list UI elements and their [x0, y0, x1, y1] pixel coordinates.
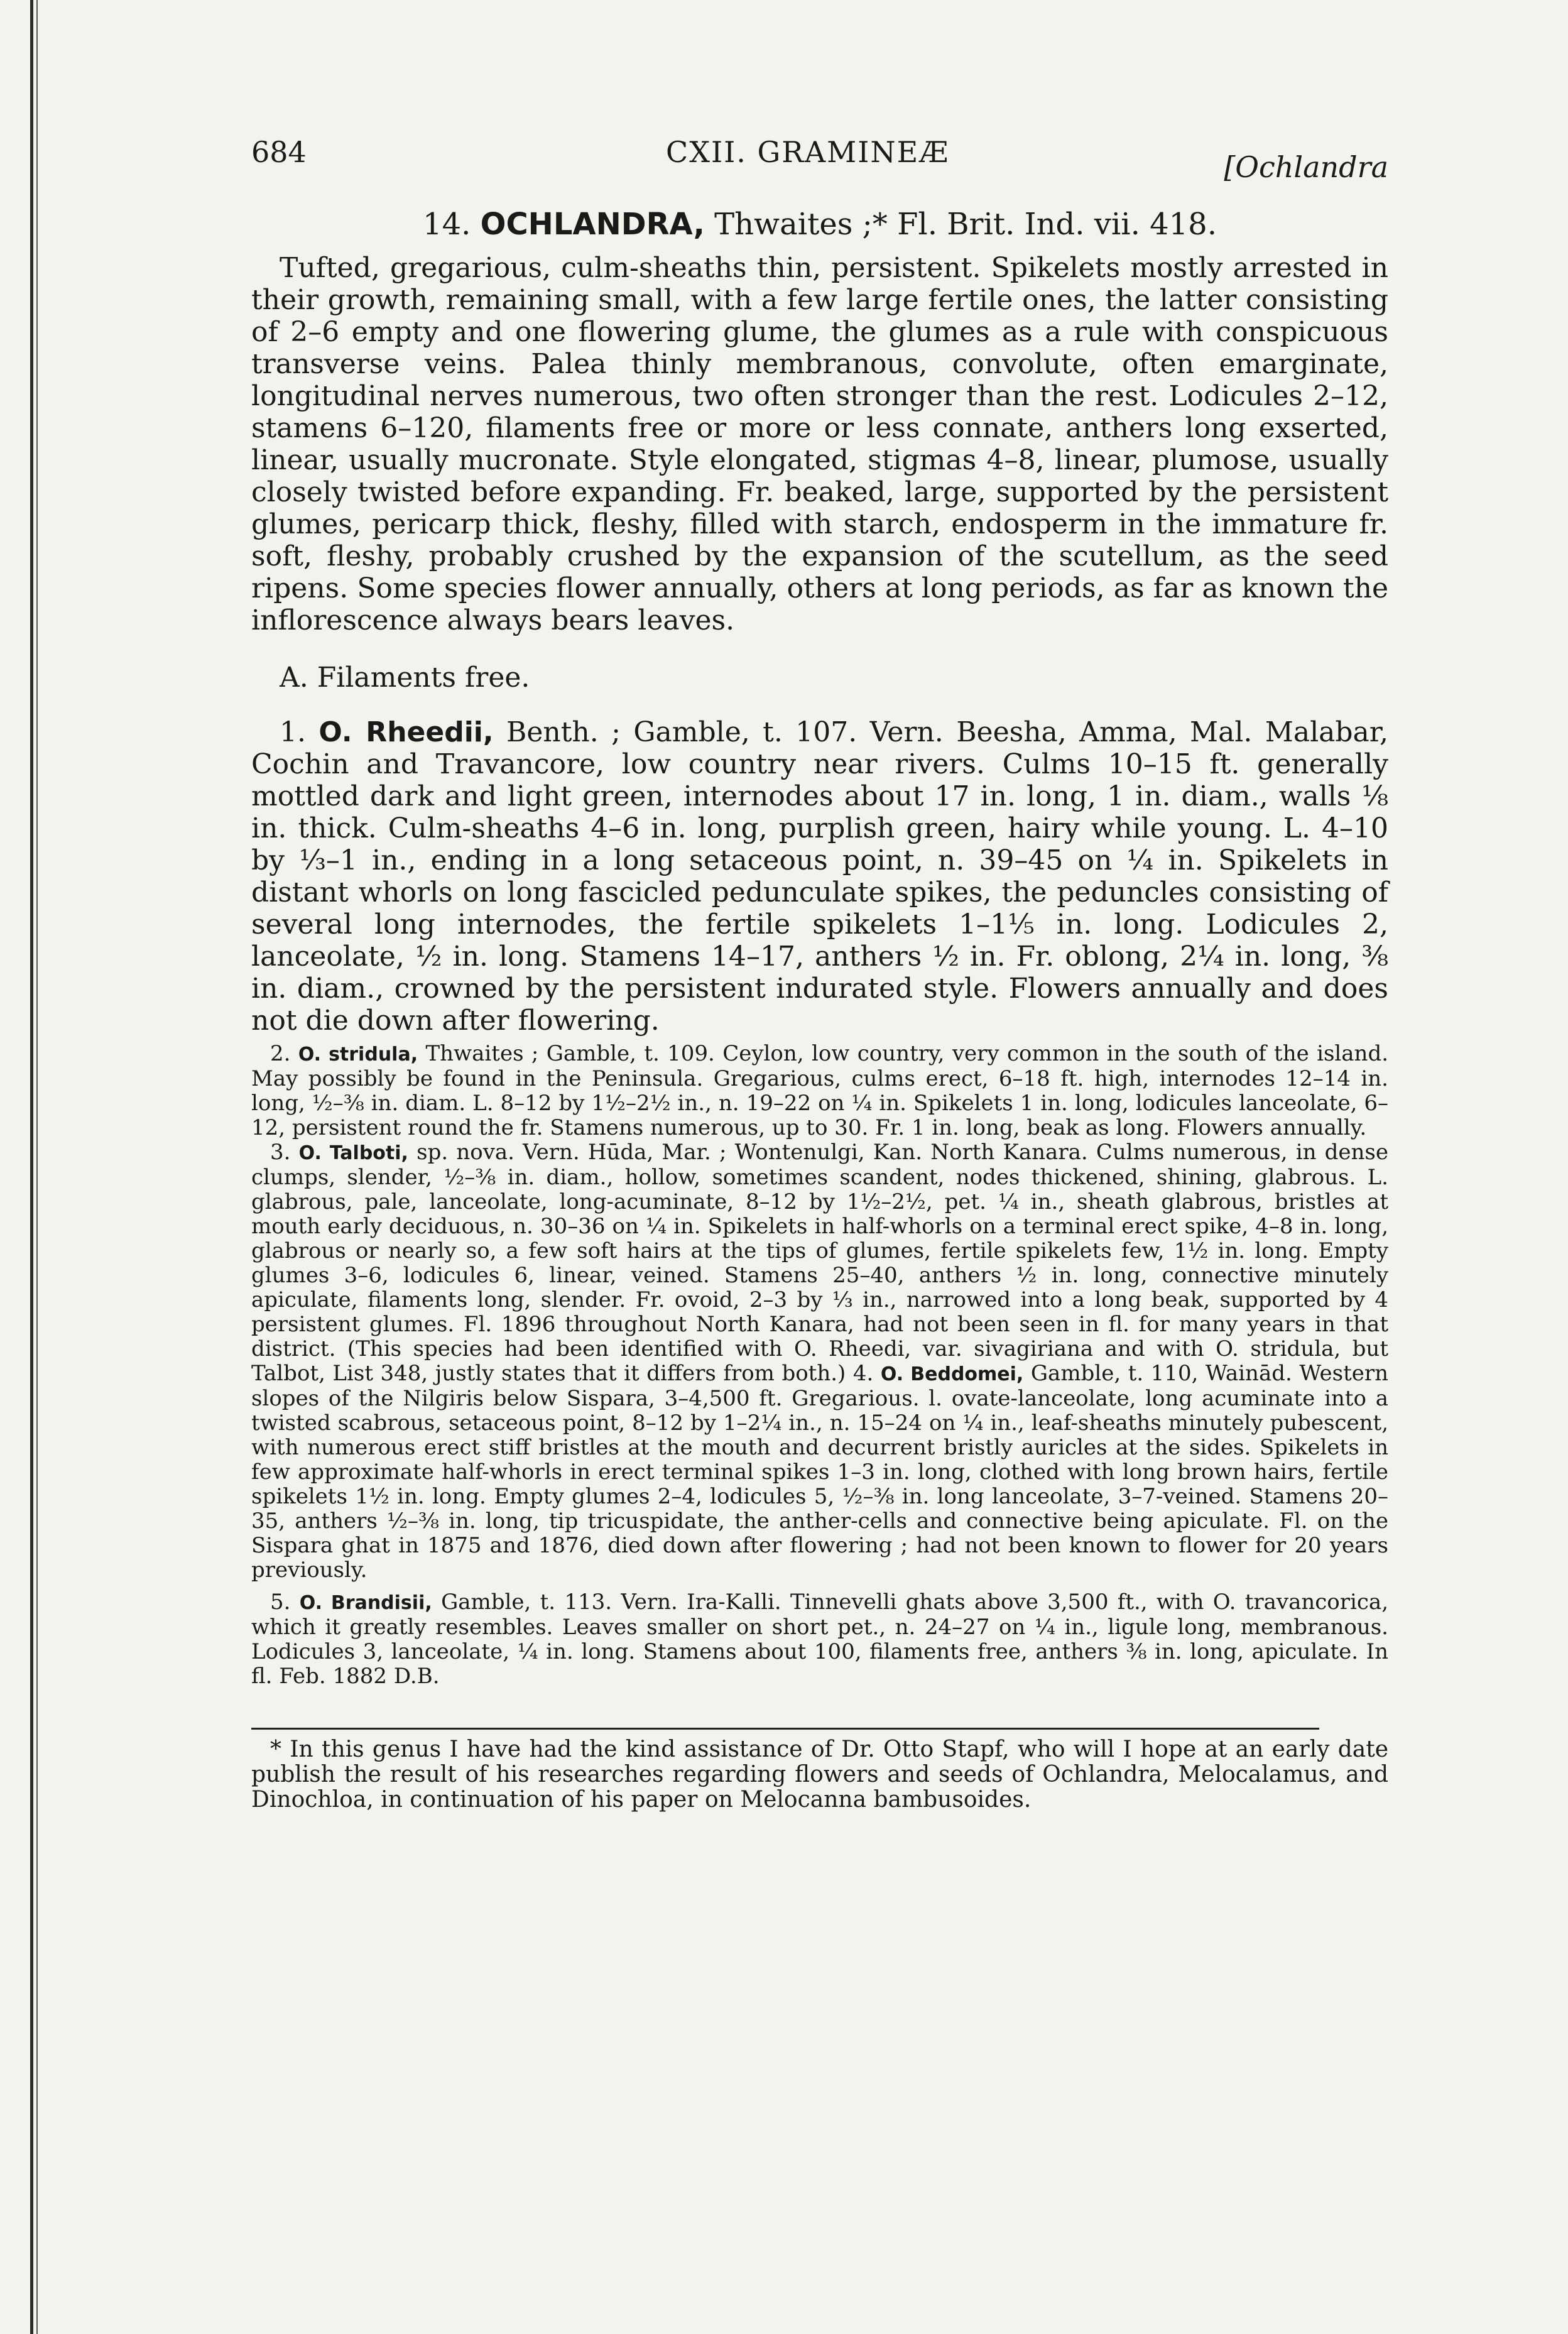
page-binding-edge-inner — [36, 0, 38, 2334]
species-text: Benth. ; Gamble, t. 107. Vern. Beesha, Amma, Mal. Malabar, Cochin and Travancore, low country near rivers. Culms 10–15 ft. generally mottled dark and light green, internodes about 17 in. long, 1 in. diam., walls ⅛ in. thick. Culm-sheaths 4–6 in. long, purplish green, hairy while young. L. 4–10 by ⅓–1 in., ending in a long setaceous point, n. 39–45 on ¼ in. Spikelets in distant whorls on long fascicled pedunculate spikes, the peduncles consisting of several long internodes, the fertile spikelets 1–1⅕ in. long. Lodicules 2, lanceolate, ½ in. long. Stamens 14–17, anthers ½ in. Fr. oblong, 2¼ in. long, ⅜ in. diam., crowned by the persistent indurated style. Flowers annually and does not die down after flowering. — [251, 716, 1388, 1037]
page-binding-edge — [30, 0, 33, 2334]
species-name: O. stridula, — [298, 1044, 418, 1066]
species-text: sp. nova. Vern. Hūda, Mar. ; Wontenulgi, Kan. North Kanara. Culms numerous, in dense clumps, slender, ½–⅜ in. diam., hollow, sometimes scandent, nodes thickened, shining, glabrous. L. glabrous, pale, lanceolate, long-acuminate, 8–12 by 1½–2½, pet. ¼ in., sheath glabrous, bristles at mouth early deciduous, n. 30–36 on ¼ in. Spikelets in half-whorls on a terminal erect spike, 4–8 in. long, glabrous or nearly so, a few soft hairs at the tips of glumes, fertile spikelets few, 1½ in. long. Empty glumes 3–6, lodicules 6, linear, veined. Stamens 25–40, anthers ½ in. long, connective minutely apiculate, filaments long, slender. Fr. ovoid, 2–3 by ⅓ in., narrowed into a long beak, supported by 4 persistent glumes. Fl. 1896 throughout North Kanara, had not been seen in fl. for many years in that district. (This species had been identified with O. Rheedi, var. sivagiriana and with O. stridula, but Talbot, List 348, justly states that it differs from both.) — [251, 1140, 1389, 1386]
section-key: A. Filaments free. — [280, 662, 530, 694]
species-number: 1. — [280, 716, 306, 748]
species-entry — [251, 1590, 1388, 1689]
footnote: * In this genus I have had the kind assistance of Dr. Otto Stapf, who will I hope at an early date publish the result of his researches regarding flowers and seeds of Ochlandra, Melocalamus, and Dinochloa, in continuation of his paper on Melocanna bambusoides. — [251, 1737, 1388, 1813]
species-entry — [251, 1042, 1388, 1140]
genus-reference: [Ochlandra — [1224, 150, 1388, 184]
species-name: O. Beddomei, — [880, 1363, 1024, 1385]
genus-name: OCHLANDRA, — [480, 207, 705, 242]
species-text: Thwaites ; Gamble, t. 109. Ceylon, low country, very common in the south of the island. May possibly be found in the Peninsula. Gregarious, culms erect, 6–18 ft. high, internodes 12–14 in. long, ½–⅜ in. diam. L. 8–12 by 1½–2½ in., n. 19–22 on ¼ in. Spikelets 1 in. long, lodicules lanceolate, 6–12, persistent round the fr. Stamens numerous, up to 30. Fr. 1 in. long, beak as long. Flowers annually. — [251, 1041, 1389, 1140]
genus-number: 14. — [423, 207, 471, 242]
genus-citation: Thwaites ;* Fl. Brit. Ind. vii. 418. — [714, 207, 1217, 242]
species-number: 5. — [270, 1590, 291, 1615]
species-text: Gamble, t. 110, Wainād. Western slopes of the Nilgiris below Sispara, 3–4,500 ft. Gregarious. l. ovate-lanceolate, long acuminate into a twisted scabrous, setaceous point, 8–12 by 1–2¼ in., n. 15–24 on ¼ in., leaf-sheaths minutely pubescent, with numerous erect stiff bristles at the mouth and decurrent bristly auricles at the sides. Spikelets in few approximate half-whorls in erect terminal spikes 1–3 in. long, clothed with long brown hairs, fertile spikelets 1½ in. long. Empty glumes 2–4, lodicules 5, ½–⅜ in. long lanceolate, 3–7-veined. Stamens 20–35, anthers ½–⅜ in. long, tip tricuspidate, the anther-cells and connective being apiculate. Fl. on the Sispara ghat in 1875 and 1876, died down after flowering ; had not been known to flower for 20 years previously. — [251, 1361, 1389, 1583]
species-entry — [251, 1140, 1388, 1583]
footnote-rule — [251, 1728, 1319, 1730]
species-number: 4. — [852, 1361, 874, 1386]
page-number: 684 — [251, 135, 307, 169]
species-entry — [251, 716, 1388, 1037]
species-number: 2. — [270, 1041, 291, 1066]
chapter-title: CXII. GRAMINEÆ — [666, 135, 950, 169]
species-name: O. Talboti, — [298, 1142, 408, 1164]
species-name: O. Brandisii, — [299, 1592, 432, 1614]
running-head — [251, 135, 1388, 185]
genus-description: Tufted, gregarious, culm-sheaths thin, persistent. Spikelets mostly arrested in their growth, remaining small, with a few large fertile ones, the latter consisting of 2–6 empty and one flowering glume, the glumes as a rule with conspicuous transverse veins. Palea thinly membranous, convolute, often emarginate, longitudinal nerves numerous, two often stronger than the rest. Lodicules 2–12, stamens 6–120, filaments free or more or less connate, anthers long exserted, linear, usually mucronate. Style elongated, stigmas 4–8, linear, plumose, usually closely twisted before expanding. Fr. beaked, large, supported by the persistent glumes, pericarp thick, fleshy, filled with starch, endosperm in the immature fr. soft, fleshy, probably crushed by the expansion of the scutellum, as the seed ripens. Some species flower annually, others at long periods, as far as known the inflorescence always bears leaves. — [251, 252, 1388, 636]
species-number: 3. — [270, 1140, 291, 1165]
species-text: Gamble, t. 113. Vern. Ira-Kalli. Tinnevelli ghats above 3,500 ft., with O. travancorica, which it greatly resembles. Leaves smaller on short pet., n. 24–27 on ¼ in., ligule long, membranous. Lodicules 3, lanceolate, ¼ in. long. Stamens about 100, filaments free, anthers ⅜ in. long, apiculate. In fl. Feb. 1882 D.B. — [251, 1590, 1389, 1689]
species-name: O. Rheedii, — [318, 716, 494, 748]
page-content — [251, 135, 1388, 1813]
genus-heading — [251, 207, 1388, 242]
